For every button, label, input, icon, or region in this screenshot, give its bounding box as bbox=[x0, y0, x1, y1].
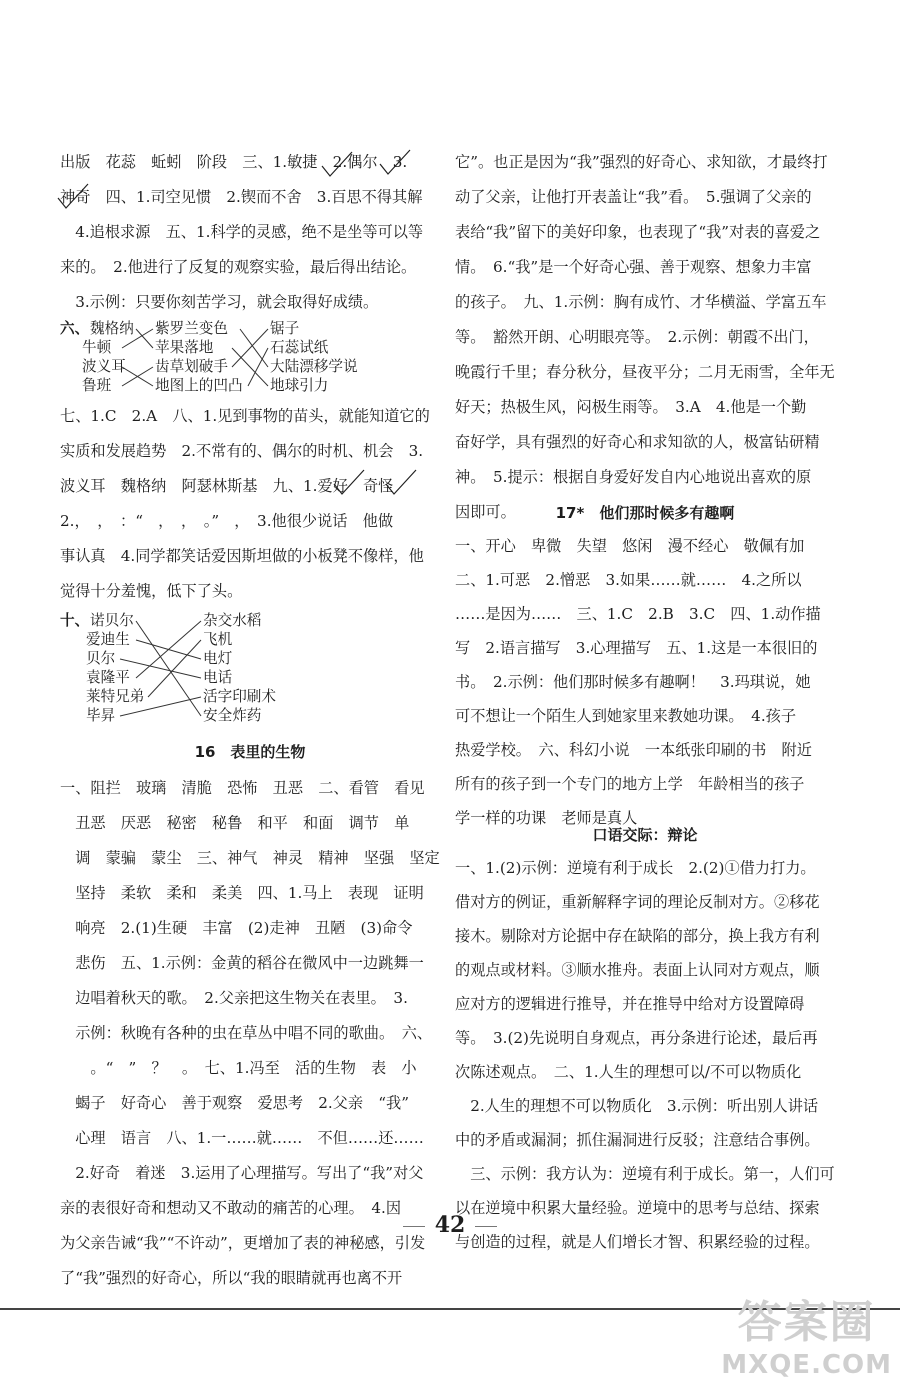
answer-line: 一、阻拦 玻璃 清脆 恐怖 丑恶 二、看管 看见 bbox=[60, 779, 425, 797]
match-ten-lines bbox=[60, 610, 440, 730]
page-number-dash-right bbox=[475, 1226, 497, 1227]
answer-line: 觉得十分羞愧，低下了头。 bbox=[60, 582, 243, 600]
answer-line: 边唱着秋天的歌。 2.父亲把这生物关在表里。 3. bbox=[60, 989, 408, 1007]
match-six-left-4: 鲁班 bbox=[82, 377, 112, 394]
match-six-left-3: 波义耳 bbox=[82, 358, 126, 375]
match-six-right-2: 石蕊试纸 bbox=[270, 339, 329, 356]
match-ten-right-2: 飞机 bbox=[203, 631, 233, 648]
check-mark-icon bbox=[382, 468, 422, 498]
answer-line: 奋好学，具有强烈的好奇心和求知欲的人，极富钻研精 bbox=[455, 433, 820, 451]
check-mark-icon bbox=[330, 468, 370, 498]
answer-line: 七、1.C 2.A 八、1.见到事物的苗头，就能知道它的 bbox=[60, 407, 430, 425]
section-heading-16: 16 表里的生物 bbox=[194, 743, 306, 761]
answer-line: 中的矛盾或漏洞；抓住漏洞进行反驳；注意结合事例。 bbox=[455, 1131, 820, 1149]
answer-line: 一、开心 卑微 失望 悠闲 漫不经心 敬佩有加 bbox=[455, 537, 805, 555]
answer-line: 一、1.(2)示例：逆境有利于成长 2.(2)①借力打力。 bbox=[455, 859, 816, 877]
answer-line: 等。 3.(2)先说明自身观点，再分条进行论述，最后再 bbox=[455, 1029, 818, 1047]
answer-line: 调 蒙骗 蒙尘 三、神气 神灵 精神 坚强 坚定 bbox=[60, 849, 440, 867]
match-ten-left-3: 贝尔 bbox=[86, 650, 116, 667]
match-ten-label: 十、 bbox=[60, 612, 90, 629]
answer-line: 学一样的功课 老师是真人 bbox=[455, 809, 638, 827]
answer-line: 事认真 4.同学都笑话爱因斯坦做的小板凳不像样，他 bbox=[60, 547, 424, 565]
answer-line: 出版 花蕊 蚯蚓 阶段 三、1.敏捷 2.偶尔 3. bbox=[60, 153, 408, 171]
match-ten-right-4: 电话 bbox=[203, 669, 233, 686]
answer-line: 3.示例：只要你刻苦学习，就会取得好成绩。 bbox=[60, 293, 379, 311]
check-mark-icon bbox=[54, 182, 94, 212]
answer-line: 蝎子 好奇心 善于观察 爱思考 2.父亲 “我” bbox=[60, 1094, 409, 1112]
answer-line: 晚霞行千里；春分秋分，昼夜平分；二月无雨雪，全年无 bbox=[455, 363, 835, 381]
answer-line: 4.追根求源 五、1.科学的灵感，绝不是坐等可以等 bbox=[60, 223, 424, 241]
matching-exercise-six bbox=[60, 318, 440, 398]
answer-line: 坚持 柔软 柔和 柔美 四、1.马上 表现 证明 bbox=[60, 884, 424, 902]
answer-line: 神奇 四、1.司空见惯 2.锲而不舍 3.百思不得其解 bbox=[60, 188, 423, 206]
answer-line: 心理 语言 八、1.一……就…… 不但……还…… bbox=[60, 1129, 424, 1147]
answer-line: 与创造的过程，就是人们增长才智、积累经验的过程。 bbox=[455, 1233, 820, 1251]
answer-line: 丑恶 厌恶 秘密 秘鲁 和平 和面 调节 单 bbox=[60, 814, 410, 832]
answer-line: 神。 5.提示：根据自身爱好发自内心地说出喜欢的原 bbox=[455, 468, 812, 486]
check-mark-icon bbox=[376, 148, 416, 178]
watermark-logo: 答案圈 MXQE.COM bbox=[721, 1297, 892, 1380]
answer-line: 了“我”强烈的好奇心，所以“我的眼睛就再也离不开 bbox=[60, 1269, 403, 1287]
match-ten-right-1: 杂交水稻 bbox=[203, 612, 262, 629]
answer-line: 2.好奇 着迷 3.运用了心理描写。写出了“我”对父 bbox=[60, 1164, 424, 1182]
section-heading-17: 17* 他们那时候多有趣啊 bbox=[555, 504, 735, 522]
answer-line: 等。 豁然开朗、心明眼亮等。 2.示例：朝霞不出门， bbox=[455, 328, 819, 346]
answer-line: 接木。剔除对方论据中存在缺陷的部分，换上我方有利 bbox=[455, 927, 820, 945]
page-number bbox=[0, 1212, 900, 1238]
answer-line: 2.， ， ：“ ， ， 。” ， 3.他很少说话 他做 bbox=[60, 512, 394, 530]
answer-line: 来的。 2.他进行了反复的观察实验，最后得出结论。 bbox=[60, 258, 417, 276]
section-heading-oral: 口语交际：辩论 bbox=[592, 826, 698, 844]
match-six-left-2: 牛顿 bbox=[82, 339, 112, 356]
match-ten-right-6: 安全炸药 bbox=[203, 707, 262, 724]
answer-line: 2.人生的理想不可以物质化 3.示例：听出别人讲话 bbox=[455, 1097, 819, 1115]
answer-line: 好天；热极生风，闷极生雨等。 3.A 4.他是一个勤 bbox=[455, 398, 807, 416]
answer-line: 三、示例：我方认为：逆境有利于成长。第一，人们可 bbox=[455, 1165, 835, 1183]
answer-line: 悲伤 五、1.示例：金黄的稻谷在微风中一边跳舞一 bbox=[60, 954, 424, 972]
answer-line: 实质和发展趋势 2.不常有的、偶尔的时机、机会 3. bbox=[60, 442, 424, 460]
answer-line: 的观点或材料。③顺水推舟。表面上认同对方观点，顺 bbox=[455, 961, 820, 979]
match-ten-left-1: 诺贝尔 bbox=[90, 612, 134, 629]
answer-line: 二、1.可恶 2.憎恶 3.如果……就…… 4.之所以 bbox=[455, 571, 802, 589]
answer-line: 应对方的逻辑进行推导，并在推导中给对方设置障碍 bbox=[455, 995, 805, 1013]
match-six-label: 六、 bbox=[60, 320, 90, 337]
answer-line: 它”。也正是因为“我”强烈的好奇心、求知欲，才最终打 bbox=[455, 153, 828, 171]
answer-line: 示例：秋晚有各种的虫在草丛中唱不同的歌曲。 六、 bbox=[60, 1024, 433, 1042]
match-six-right-3: 大陆漂移学说 bbox=[270, 358, 358, 375]
match-six-left-1: 魏格纳 bbox=[90, 320, 134, 337]
match-six-mid-3: 齿草划破手 bbox=[155, 358, 228, 375]
answer-line: 次陈述观点。 二、1.人生的理想可以/不可以物质化 bbox=[455, 1063, 802, 1081]
answer-line: 。“ ” ？ 。 七、1.冯至 活的生物 表 小 bbox=[60, 1059, 417, 1077]
answer-line: 为父亲告诫“我”“不许动”，更增加了表的神秘感，引发 bbox=[60, 1234, 426, 1252]
match-ten-left-2: 爱迪生 bbox=[86, 631, 130, 648]
match-six-mid-1: 紫罗兰变色 bbox=[155, 320, 228, 337]
match-ten-left-5: 莱特兄弟 bbox=[86, 688, 145, 705]
answer-line: 的孩子。 九、1.示例：胸有成竹、才华横溢、学富五车 bbox=[455, 293, 827, 311]
answer-line: 借对方的例证，重新解释字词的理论反制对方。②移花 bbox=[455, 893, 820, 911]
answer-line: 因即可。 bbox=[455, 503, 516, 521]
match-ten-right-5: 活字印刷术 bbox=[203, 688, 276, 705]
match-six-mid-2: 苹果落地 bbox=[155, 339, 214, 356]
match-six-lines bbox=[60, 318, 440, 398]
answer-line: 表给“我”留下的美好印象，也表现了“我”对表的喜爱之 bbox=[455, 223, 821, 241]
answer-line: ……是因为…… 三、1.C 2.B 3.C 四、1.动作描 bbox=[455, 605, 821, 623]
match-ten-left-6: 毕昇 bbox=[86, 707, 116, 724]
answer-line: 书。 2.示例：他们那时候多有趣啊！ 3.玛琪说，她 bbox=[455, 673, 811, 691]
match-ten-right-3: 电灯 bbox=[203, 650, 233, 667]
answer-line: 可不想让一个陌生人到她家里来教她功课。 4.孩子 bbox=[455, 707, 797, 725]
answer-line: 亲的表很好奇和想动又不敢动的痛苦的心理。 4.因 bbox=[60, 1199, 402, 1217]
matching-exercise-ten bbox=[60, 610, 440, 730]
answer-line: 动了父亲，让他打开表盖让“我”看。 5.强调了父亲的 bbox=[455, 188, 812, 206]
answer-line: 所有的孩子到一个专门的地方上学 年龄相当的孩子 bbox=[455, 775, 805, 793]
answer-line: 响亮 2.(1)生硬 丰富 (2)走神 丑陋 (3)命令 bbox=[60, 919, 413, 937]
match-six-mid-4: 地图上的凹凸 bbox=[155, 377, 243, 394]
answer-line: 以在逆境中积累大量经验。逆境中的思考与总结、探索 bbox=[455, 1199, 820, 1217]
answer-line: 波义耳 魏格纳 阿瑟林斯基 九、1.爱好 奇怪 bbox=[60, 477, 394, 495]
match-six-right-4: 地球引力 bbox=[270, 377, 329, 394]
answer-line: 情。 6.“我”是一个好奇心强、善于观察、想象力丰富 bbox=[455, 258, 812, 276]
match-ten-left-4: 袁隆平 bbox=[86, 669, 130, 686]
match-six-right-1: 锯子 bbox=[270, 320, 300, 337]
check-mark-icon bbox=[318, 150, 358, 180]
answer-line: 热爱学校。 六、科幻小说 一本纸张印刷的书 附近 bbox=[455, 741, 812, 759]
page-number-dash-left bbox=[403, 1226, 425, 1227]
answer-line: 写 2.语言描写 3.心理描写 五、1.这是一本很旧的 bbox=[455, 639, 818, 657]
page-number-text: 42 bbox=[434, 1212, 466, 1238]
